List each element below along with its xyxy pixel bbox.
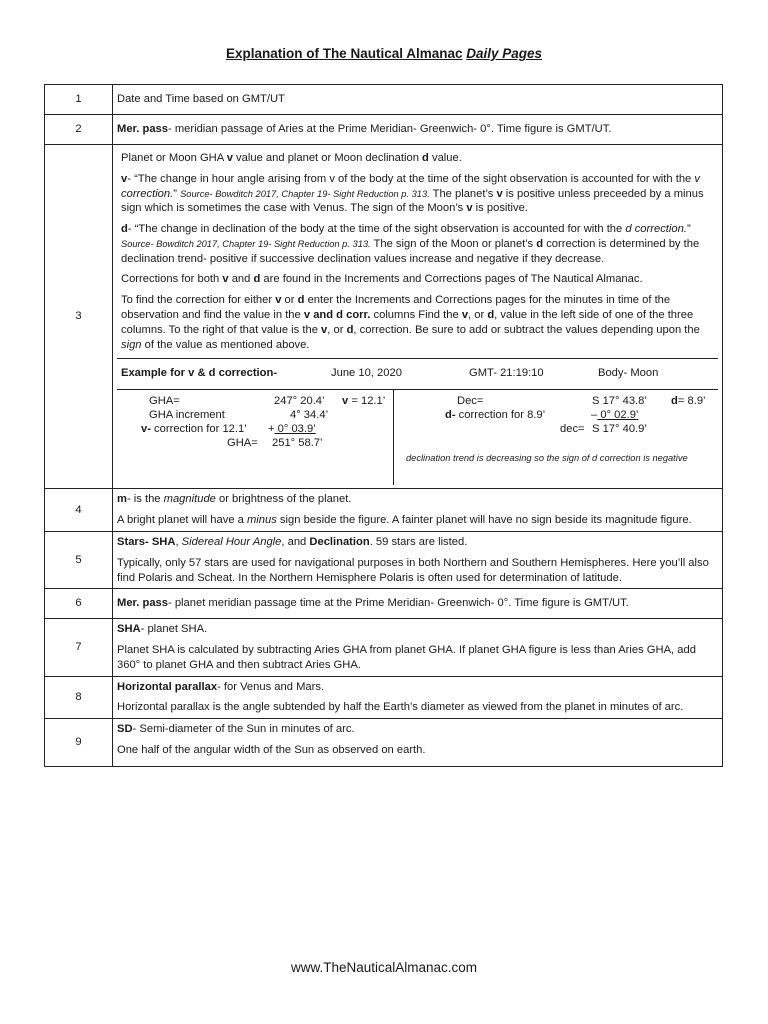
table-row <box>45 85 723 115</box>
paragraph: SHA- planet SHA. <box>117 623 208 636</box>
row-number: 8 <box>45 676 113 719</box>
paragraph: One half of the angular width of the Sun as observed on earth. <box>117 743 426 756</box>
gha-total-label: GHA= <box>227 437 258 450</box>
dec-label: Dec= <box>457 395 484 408</box>
term: Mer. pass <box>117 123 168 136</box>
example-header <box>117 358 718 390</box>
row-content <box>113 719 723 767</box>
paragraph: To find the correction for either v or d enter the Increments and Corrections pages for the minutes in time of the observation and find the value in the v and d corr. columns Find the v, or d, value in the left side of one of the three columns. To the right of that value is the v, or d, correction. Be sure to add or subtract the values depending upon the sign of the value as mentioned above. <box>121 294 700 351</box>
citation: Source- Bowditch 2017, Chapter 19- Sight Reduction p. 313. <box>121 238 371 249</box>
table-row <box>45 115 723 145</box>
gha-increment-value: 4° 34.4’ <box>290 409 329 422</box>
v-correction-value: + 0° 03.9’ <box>268 423 316 436</box>
row-content <box>113 145 723 489</box>
example-gmt: GMT- 21:19:10 <box>469 367 544 380</box>
gha-label: GHA= <box>149 395 180 408</box>
title-italic: Daily Pages <box>466 46 543 61</box>
row-number: 2 <box>45 115 113 145</box>
gha-increment-label: GHA increment <box>149 409 225 422</box>
example-date: June 10, 2020 <box>331 367 402 380</box>
footer-url[interactable]: www.TheNauticalAlmanac.com <box>290 960 478 975</box>
explanation-table <box>44 84 723 767</box>
example-calculation <box>117 390 718 485</box>
row-number: 3 <box>45 145 113 489</box>
row-content <box>113 676 723 719</box>
paragraph: Horizontal parallax is the angle subtended by half the Earth’s diameter as viewed from the planet in minutes of arc. <box>117 701 684 714</box>
row-text: Date and Time based on GMT/UT <box>117 93 285 106</box>
dec-value: S 17° 43.8’ <box>592 395 647 408</box>
page-title <box>0 46 768 61</box>
row-number: 4 <box>45 489 113 532</box>
paragraph: d- “The change in declination of the body at the time of the sight observation is accounted for with the d correction.” Source- Bowditch 2017, Chapter 19- Sight Reduction p. 313. The sign of the Moon or planet’s d correction is determined by the declination trend- positive if successive declination values increase and negative if they decrease. <box>121 223 700 265</box>
table-row <box>45 589 723 619</box>
table-row <box>45 719 723 767</box>
row-number: 6 <box>45 589 113 619</box>
paragraph: Planet SHA is calculated by subtracting Aries GHA from planet GHA. If planet GHA figure is less than Aries GHA, add 360° to planet GHA and then subtract Aries GHA. <box>117 644 696 671</box>
row-content <box>113 85 723 115</box>
row-text: - meridian passage of Aries at the Prime Meridian- Greenwich- 0°. Time figure is GMT/UT. <box>168 123 612 136</box>
row-number: 9 <box>45 719 113 767</box>
paragraph: Planet or Moon GHA v value and planet or Moon declination d value. <box>121 152 462 164</box>
row-content <box>113 531 723 588</box>
row-text: - planet meridian passage time at the Prime Meridian- Greenwich- 0°. Time figure is GMT/UT. <box>168 597 629 610</box>
table-row <box>45 619 723 676</box>
table-row <box>45 531 723 588</box>
example-body: Body- Moon <box>598 367 659 380</box>
title-main: Explanation of The Nautical Almanac <box>225 46 463 61</box>
table-row <box>45 676 723 719</box>
example-heading: Example for v & d correction- <box>121 367 278 380</box>
declination-note: declination trend is decreasing so the sign of d correction is negative <box>406 453 688 464</box>
table-row <box>45 145 723 489</box>
paragraph: v- “The change in hour angle arising from v of the body at the time of the sight observation is accounted for with the v correction.” Source- Bowditch 2017, Chapter 19- Sight Reduction p. 313. The planet’s v is positive unless preceeded by a minus sign which is sometimes the case with Venus. The sign of the Moon’s v is positive. <box>121 172 704 215</box>
term: Mer. pass <box>117 597 168 610</box>
row-content <box>113 619 723 676</box>
dec-total-value: S 17° 40.9’ <box>592 423 647 436</box>
row-number: 5 <box>45 531 113 588</box>
paragraph: SD- Semi-diameter of the Sun in minutes of arc. <box>117 723 355 736</box>
v-value: v = 12.1’ <box>342 395 386 408</box>
dec-total-label: dec= <box>560 423 585 436</box>
row-content <box>113 115 723 145</box>
paragraph: A bright planet will have a minus sign beside the figure. A fainter planet will have no sign beside its magnitude figure. <box>117 514 692 527</box>
v-correction-label: v- correction for 12.1’ <box>141 423 247 436</box>
d-correction-label: d- correction for 8.9’ <box>445 409 546 422</box>
paragraph: Horizontal parallax- for Venus and Mars. <box>117 680 325 693</box>
table-row <box>45 489 723 532</box>
d-value: d= 8.9’ <box>671 395 706 408</box>
row-number: 1 <box>45 85 113 115</box>
paragraph: Stars- SHA, Sidereal Hour Angle, and Declination. 59 stars are listed. <box>117 535 468 548</box>
citation: Source- Bowditch 2017, Chapter 19- Sight Reduction p. 313. <box>180 188 430 199</box>
gha-total-value: 251° 58.7’ <box>272 437 323 450</box>
d-correction-value: – 0° 02.9’ <box>591 409 639 422</box>
row-content <box>113 589 723 619</box>
row-number: 7 <box>45 619 113 676</box>
paragraph: Typically, only 57 stars are used for navigational purposes in both Northern and Southern Hemispheres. Here you’ll also find Polaris and Scheat. In the Northern Hemisphere Polaris is often used for determination of latitude. <box>117 556 709 584</box>
gha-value: 247° 20.4’ <box>274 395 325 408</box>
column-divider <box>393 390 394 485</box>
paragraph: m- is the magnitude or brightness of the planet. <box>117 493 352 506</box>
paragraph: Corrections for both v and d are found in the Increments and Corrections pages of The Nautical Almanac. <box>121 273 643 286</box>
row-content <box>113 489 723 532</box>
